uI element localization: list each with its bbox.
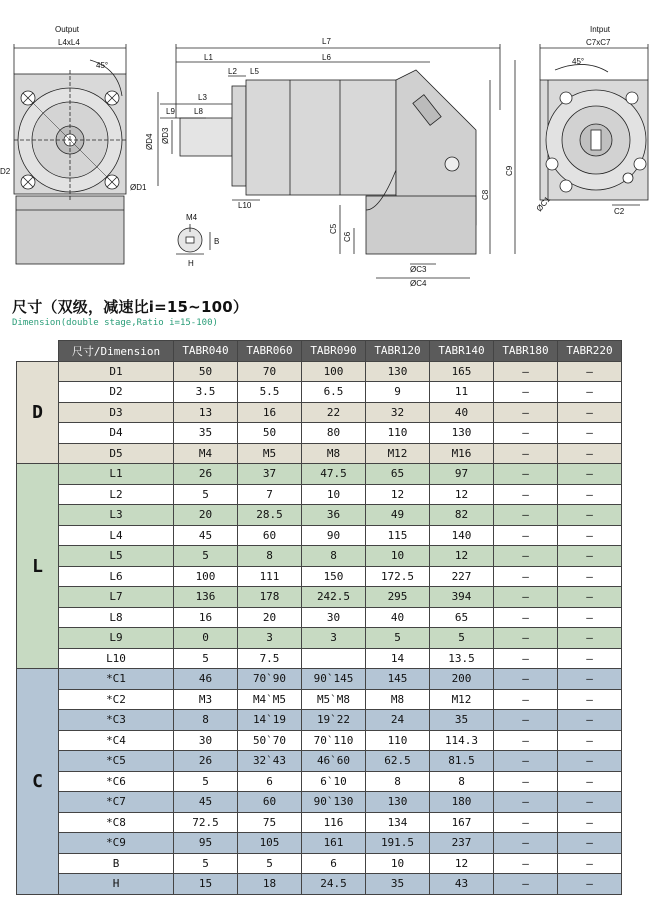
cell-value: 60: [238, 792, 302, 813]
row-label: *C6: [59, 771, 174, 792]
table-row: [17, 423, 622, 444]
cell-value: 140: [430, 525, 494, 546]
dim-c8: C8: [481, 189, 490, 200]
cell-value: 242.5: [302, 587, 366, 608]
output-diameter-label: ØD1: [130, 183, 147, 192]
cell-value: 394: [430, 587, 494, 608]
cell-value: –: [558, 566, 622, 587]
cell-value: 105: [238, 833, 302, 854]
cell-value: –: [494, 361, 558, 382]
cell-value: 167: [430, 812, 494, 833]
row-label: *C2: [59, 689, 174, 710]
dim-l2: L2: [228, 67, 237, 76]
table-row: [17, 464, 622, 485]
cell-value: –: [558, 751, 622, 772]
table-row: [17, 525, 622, 546]
cell-value: 10: [366, 853, 430, 874]
cell-value: 9: [366, 382, 430, 403]
table-row: [17, 812, 622, 833]
cell-value: 3.5: [174, 382, 238, 403]
cell-value: 50`70: [238, 730, 302, 751]
cell-value: M4`M5: [238, 689, 302, 710]
cell-value: 5: [174, 546, 238, 567]
technical-drawing: [0, 0, 657, 292]
cell-value: –: [494, 833, 558, 854]
key-label-h: H: [188, 259, 194, 268]
row-label: *C4: [59, 730, 174, 751]
table-row: [17, 792, 622, 813]
cell-value: 40: [430, 402, 494, 423]
table-row: [17, 484, 622, 505]
row-label: D5: [59, 443, 174, 464]
dim-c9: C9: [505, 165, 514, 176]
cell-value: M16: [430, 443, 494, 464]
page-title-en: Dimension(double stage,Ratio i=15-100): [12, 318, 218, 328]
cell-value: –: [494, 648, 558, 669]
cell-value: –: [494, 874, 558, 895]
cell-value: 82: [430, 505, 494, 526]
group-label-l: L: [17, 464, 59, 669]
input-view-title: Intput: [590, 25, 611, 34]
cell-value: –: [494, 546, 558, 567]
cell-value: 0: [174, 628, 238, 649]
dim-l6: L6: [322, 53, 331, 62]
page-title-cn: 尺寸（双级，减速比i=15~100）: [12, 298, 249, 316]
cell-value: 65: [366, 464, 430, 485]
cell-value: 12: [430, 484, 494, 505]
cell-value: –: [558, 792, 622, 813]
cell-value: 12: [430, 853, 494, 874]
row-label: D3: [59, 402, 174, 423]
cell-value: 8: [238, 546, 302, 567]
cell-value: –: [494, 853, 558, 874]
cell-value: 8: [174, 710, 238, 731]
cell-value: –: [558, 607, 622, 628]
cell-value: M8: [366, 689, 430, 710]
cell-value: 11: [430, 382, 494, 403]
cell-value: 16: [174, 607, 238, 628]
cell-value: –: [558, 689, 622, 710]
cell-value: –: [558, 771, 622, 792]
cell-value: –: [558, 505, 622, 526]
input-diameter-label: ØC1: [534, 194, 553, 214]
cell-value: 130: [430, 423, 494, 444]
cell-value: 7: [238, 484, 302, 505]
cell-value: 110: [366, 730, 430, 751]
row-label: L3: [59, 505, 174, 526]
cell-value: –: [494, 792, 558, 813]
dim-l3: L3: [198, 93, 207, 102]
cell-value: 14: [366, 648, 430, 669]
cell-value: 70`110: [302, 730, 366, 751]
cell-value: 136: [174, 587, 238, 608]
cell-value: 60: [238, 525, 302, 546]
cell-value: 134: [366, 812, 430, 833]
dim-d3: ØD3: [161, 127, 170, 144]
cell-value: 20: [238, 607, 302, 628]
cell-value: –: [558, 525, 622, 546]
row-label: L1: [59, 464, 174, 485]
cell-value: M4: [174, 443, 238, 464]
group-label-d: D: [17, 361, 59, 464]
cell-value: 80: [302, 423, 366, 444]
cell-value: M12: [430, 689, 494, 710]
cell-value: 165: [430, 361, 494, 382]
cell-value: –: [558, 648, 622, 669]
cell-value: 161: [302, 833, 366, 854]
output-view-title: Output: [55, 25, 80, 34]
cell-value: 35: [366, 874, 430, 895]
cell-value: 46`60: [302, 751, 366, 772]
cell-value: –: [558, 874, 622, 895]
cell-value: 62.5: [366, 751, 430, 772]
cell-value: 5: [174, 648, 238, 669]
cell-value: [302, 648, 366, 669]
cell-value: 13.5: [430, 648, 494, 669]
row-label: D2: [59, 382, 174, 403]
cell-value: –: [494, 730, 558, 751]
table-row: [17, 382, 622, 403]
cell-value: 178: [238, 587, 302, 608]
row-label: L6: [59, 566, 174, 587]
cell-value: 100: [302, 361, 366, 382]
row-label: L8: [59, 607, 174, 628]
cell-value: –: [558, 402, 622, 423]
cell-value: –: [494, 751, 558, 772]
cell-value: 95: [174, 833, 238, 854]
cell-value: –: [558, 443, 622, 464]
cell-value: M12: [366, 443, 430, 464]
dim-l9: L9: [166, 107, 175, 116]
cell-value: 15: [174, 874, 238, 895]
row-label: *C1: [59, 669, 174, 690]
cell-value: 35: [430, 710, 494, 731]
table-row: [17, 689, 622, 710]
cell-value: 19`22: [302, 710, 366, 731]
cell-value: –: [494, 505, 558, 526]
cell-value: 50: [238, 423, 302, 444]
cell-value: 5.5: [238, 382, 302, 403]
cell-value: 8: [366, 771, 430, 792]
cell-value: 90: [302, 525, 366, 546]
row-label: *C5: [59, 751, 174, 772]
cell-value: 16: [238, 402, 302, 423]
table-row: [17, 853, 622, 874]
cell-value: –: [558, 587, 622, 608]
row-label: H: [59, 874, 174, 895]
cell-value: 90`130: [302, 792, 366, 813]
row-label: B: [59, 853, 174, 874]
cell-value: 115: [366, 525, 430, 546]
key-label-m4: M4: [186, 213, 198, 222]
cell-value: 70`90: [238, 669, 302, 690]
key-detail: [176, 224, 210, 254]
cell-value: 22: [302, 402, 366, 423]
cell-value: 5: [174, 771, 238, 792]
cell-value: –: [494, 710, 558, 731]
side-view: [158, 44, 515, 278]
dim-l5: L5: [250, 67, 259, 76]
row-label: L10: [59, 648, 174, 669]
cell-value: 47.5: [302, 464, 366, 485]
header-spacer: [17, 341, 59, 362]
dim-l8: L8: [194, 107, 203, 116]
cell-value: 145: [366, 669, 430, 690]
dim-c6: C6: [343, 231, 352, 242]
cell-value: 70: [238, 361, 302, 382]
cell-value: 110: [366, 423, 430, 444]
cell-value: –: [494, 669, 558, 690]
cell-value: –: [494, 525, 558, 546]
cell-value: –: [558, 812, 622, 833]
dim-c4: ØC4: [410, 279, 427, 288]
table-row: [17, 546, 622, 567]
cell-value: 6`10: [302, 771, 366, 792]
input-width-label: C7xC7: [586, 38, 611, 47]
table-row: [17, 402, 622, 423]
cell-value: 5: [174, 484, 238, 505]
cell-value: 13: [174, 402, 238, 423]
cell-value: –: [558, 833, 622, 854]
dim-l1: L1: [204, 53, 213, 62]
cell-value: M8: [302, 443, 366, 464]
table-row: [17, 874, 622, 895]
key-label-b: B: [214, 237, 220, 246]
header-tabr180: TABR180: [494, 341, 558, 362]
cell-value: 20: [174, 505, 238, 526]
table-row: [17, 751, 622, 772]
row-label: *C8: [59, 812, 174, 833]
table-row: [17, 566, 622, 587]
cell-value: –: [494, 443, 558, 464]
cell-value: 6.5: [302, 382, 366, 403]
cell-value: 10: [302, 484, 366, 505]
row-label: L7: [59, 587, 174, 608]
cell-value: –: [558, 730, 622, 751]
cell-value: –: [558, 669, 622, 690]
cell-value: –: [558, 628, 622, 649]
cell-value: 32`43: [238, 751, 302, 772]
row-label: L4: [59, 525, 174, 546]
input-side-label: C2: [614, 207, 625, 216]
cell-value: –: [558, 464, 622, 485]
dim-l10: L10: [238, 201, 252, 210]
cell-value: 75: [238, 812, 302, 833]
cell-value: –: [558, 484, 622, 505]
table-row: [17, 443, 622, 464]
cell-value: 180: [430, 792, 494, 813]
cell-value: 12: [430, 546, 494, 567]
header-tabr060: TABR060: [238, 341, 302, 362]
row-label: *C7: [59, 792, 174, 813]
cell-value: 32: [366, 402, 430, 423]
cell-value: 35: [174, 423, 238, 444]
cell-value: 3: [238, 628, 302, 649]
cell-value: 130: [366, 792, 430, 813]
cell-value: 130: [366, 361, 430, 382]
cell-value: –: [558, 546, 622, 567]
header-tabr090: TABR090: [302, 341, 366, 362]
dim-l7: L7: [322, 37, 331, 46]
row-label: *C3: [59, 710, 174, 731]
table-row: [17, 587, 622, 608]
group-label-c: C: [17, 669, 59, 895]
cell-value: 5: [238, 853, 302, 874]
cell-value: 227: [430, 566, 494, 587]
cell-value: 49: [366, 505, 430, 526]
row-label: L2: [59, 484, 174, 505]
cell-value: 24: [366, 710, 430, 731]
cell-value: M5: [238, 443, 302, 464]
cell-value: 45: [174, 525, 238, 546]
cell-value: 6: [238, 771, 302, 792]
dimension-table: [16, 340, 622, 895]
cell-value: 5: [174, 853, 238, 874]
cell-value: 191.5: [366, 833, 430, 854]
cell-value: 200: [430, 669, 494, 690]
cell-value: –: [494, 484, 558, 505]
header-tabr140: TABR140: [430, 341, 494, 362]
cell-value: 45: [174, 792, 238, 813]
cell-value: –: [494, 423, 558, 444]
cell-value: 116: [302, 812, 366, 833]
cell-value: –: [558, 710, 622, 731]
table-row: [17, 628, 622, 649]
input-view: [540, 44, 648, 205]
cell-value: –: [558, 382, 622, 403]
row-label: L9: [59, 628, 174, 649]
cell-value: –: [494, 771, 558, 792]
cell-value: 237: [430, 833, 494, 854]
cell-value: –: [558, 361, 622, 382]
cell-value: 6: [302, 853, 366, 874]
row-label: D1: [59, 361, 174, 382]
cell-value: 97: [430, 464, 494, 485]
cell-value: M5`M8: [302, 689, 366, 710]
cell-value: 90`145: [302, 669, 366, 690]
cell-value: 36: [302, 505, 366, 526]
cell-value: –: [494, 812, 558, 833]
cell-value: 114.3: [430, 730, 494, 751]
cell-value: 8: [430, 771, 494, 792]
cell-value: –: [494, 587, 558, 608]
output-side-label: D2: [0, 167, 11, 176]
cell-value: –: [558, 423, 622, 444]
cell-value: –: [494, 566, 558, 587]
cell-value: 81.5: [430, 751, 494, 772]
header-dimension: 尺寸/Dimension: [59, 341, 174, 362]
cell-value: 65: [430, 607, 494, 628]
cell-value: 5: [366, 628, 430, 649]
cell-value: M3: [174, 689, 238, 710]
cell-value: 40: [366, 607, 430, 628]
cell-value: –: [494, 689, 558, 710]
row-label: D4: [59, 423, 174, 444]
cell-value: 24.5: [302, 874, 366, 895]
cell-value: 172.5: [366, 566, 430, 587]
table-row: [17, 669, 622, 690]
table-row: [17, 710, 622, 731]
header-tabr120: TABR120: [366, 341, 430, 362]
table-header-row: [17, 341, 622, 362]
cell-value: 100: [174, 566, 238, 587]
cell-value: –: [494, 607, 558, 628]
cell-value: 8: [302, 546, 366, 567]
cell-value: 18: [238, 874, 302, 895]
cell-value: 14`19: [238, 710, 302, 731]
cell-value: 150: [302, 566, 366, 587]
cell-value: 46: [174, 669, 238, 690]
cell-value: 28.5: [238, 505, 302, 526]
dim-c5: C5: [329, 223, 338, 234]
cell-value: –: [494, 402, 558, 423]
output-view: [14, 44, 126, 264]
cell-value: 5: [430, 628, 494, 649]
dim-d4: ØD4: [145, 133, 154, 150]
table-row: [17, 607, 622, 628]
cell-value: 26: [174, 464, 238, 485]
cell-value: –: [558, 853, 622, 874]
cell-value: 3: [302, 628, 366, 649]
cell-value: 43: [430, 874, 494, 895]
header-tabr220: TABR220: [558, 341, 622, 362]
dim-c3: ØC3: [410, 265, 427, 274]
table-row: [17, 730, 622, 751]
cell-value: 10: [366, 546, 430, 567]
table-row: [17, 833, 622, 854]
cell-value: 295: [366, 587, 430, 608]
row-label: L5: [59, 546, 174, 567]
cell-value: –: [494, 464, 558, 485]
table-row: [17, 505, 622, 526]
input-angle-label: 45°: [572, 57, 585, 66]
row-label: *C9: [59, 833, 174, 854]
cell-value: 12: [366, 484, 430, 505]
cell-value: 7.5: [238, 648, 302, 669]
output-angle-label: 45°: [96, 61, 109, 70]
output-width-label: L4xL4: [58, 38, 80, 47]
table-row: [17, 361, 622, 382]
cell-value: 50: [174, 361, 238, 382]
header-tabr040: TABR040: [174, 341, 238, 362]
cell-value: 30: [302, 607, 366, 628]
cell-value: –: [494, 382, 558, 403]
cell-value: –: [494, 628, 558, 649]
cell-value: 30: [174, 730, 238, 751]
cell-value: 72.5: [174, 812, 238, 833]
cell-value: 111: [238, 566, 302, 587]
cell-value: 37: [238, 464, 302, 485]
cell-value: 26: [174, 751, 238, 772]
table-row: [17, 771, 622, 792]
table-row: [17, 648, 622, 669]
